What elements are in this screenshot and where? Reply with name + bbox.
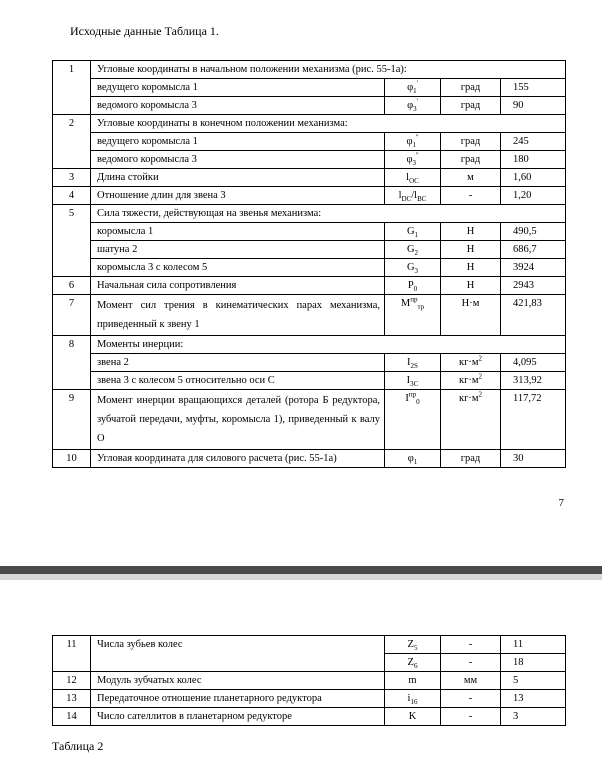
page-separator <box>0 566 602 580</box>
table-row: 14 Число сателлитов в планетарном редукторе K - 3 <box>53 708 566 726</box>
table-row: 5 Сила тяжести, действующая на звенья механизма: <box>53 205 566 223</box>
table-row: 11 Числа зубьев колес $Z_5$ - 11 <box>53 636 566 654</box>
table-row: 8 Моменты инерции: <box>53 336 566 354</box>
page-title: Исходные данные Таблица 1. <box>70 24 219 38</box>
table-row: ведомого коромысла 3 $\varphi_3'$ град 90 <box>53 97 566 115</box>
table-row: ведущего коромысла 1 $\varphi_1'$ град 155 <box>53 79 566 97</box>
table-row: 12 Модуль зубчатых колес m мм 5 <box>53 672 566 690</box>
table-row: ведомого коромысла 3 $\varphi_3''$ град 180 <box>53 151 566 169</box>
table-row: шатуна 2 $G_2$ Н 686,7 <box>53 241 566 259</box>
table-2-caption: Таблица 2 <box>52 739 104 753</box>
table-row: 10 Угловая координата для силового расчета (рис. 55-1а) $\varphi_1$ град 30 <box>53 450 566 468</box>
table-row: 13 Передаточное отношение планетарного редуктора $i_{16}$ - 13 <box>53 690 566 708</box>
table-row: звена 3 с колесом 5 относительно оси С $I_{3C}$ $кг\cdot м^2$ 313,92 <box>53 372 566 390</box>
table-row: коромысла 1 $G_1$ Н 490,5 <box>53 223 566 241</box>
document-page-2 <box>0 580 602 761</box>
page-number: 7 <box>558 497 564 509</box>
table-row: 6 Начальная сила сопротивления $P_0$ Н 2943 <box>53 277 566 295</box>
table-row: 2 Угловые координаты в конечном положении механизма: <box>53 115 566 133</box>
table-row: 4 Отношение длин для звена 3 $l_{DC}/l_{BC}$ - 1,20 <box>53 187 566 205</box>
table-row: 9 Момент инерции вращающихся деталей (ротора Б редуктора, зубчатой передачи, муфты, коромысла 1), приведенный к валу О $I^{пр}_0$ $кг\cdot м^2$ 117,72 <box>53 390 566 450</box>
table-row: коромысла 3 с колесом 5 $G_3$ Н 3924 <box>53 259 566 277</box>
table-row: 3 Длина стойки $l_{OC}$ м 1,60 <box>53 169 566 187</box>
input-data-table-1 <box>52 60 566 468</box>
table-row: 1 Угловые координаты в начальном положении механизма (рис. 55-1а): <box>53 61 566 79</box>
table-row: звена 2 $I_{2S}$ $кг\cdot м^2$ 4,095 <box>53 354 566 372</box>
table-row: $Z_6$ - 18 <box>53 654 566 672</box>
table-row: ведущего коромысла 1 $\varphi_1''$ град 245 <box>53 133 566 151</box>
table-row: 7 Момент сил трения в кинематических парах механизма, приведенный к звену 1 $M^{пр}_{тр}$ Н·м 421,83 <box>53 295 566 336</box>
input-data-table-1-continued <box>52 635 566 726</box>
